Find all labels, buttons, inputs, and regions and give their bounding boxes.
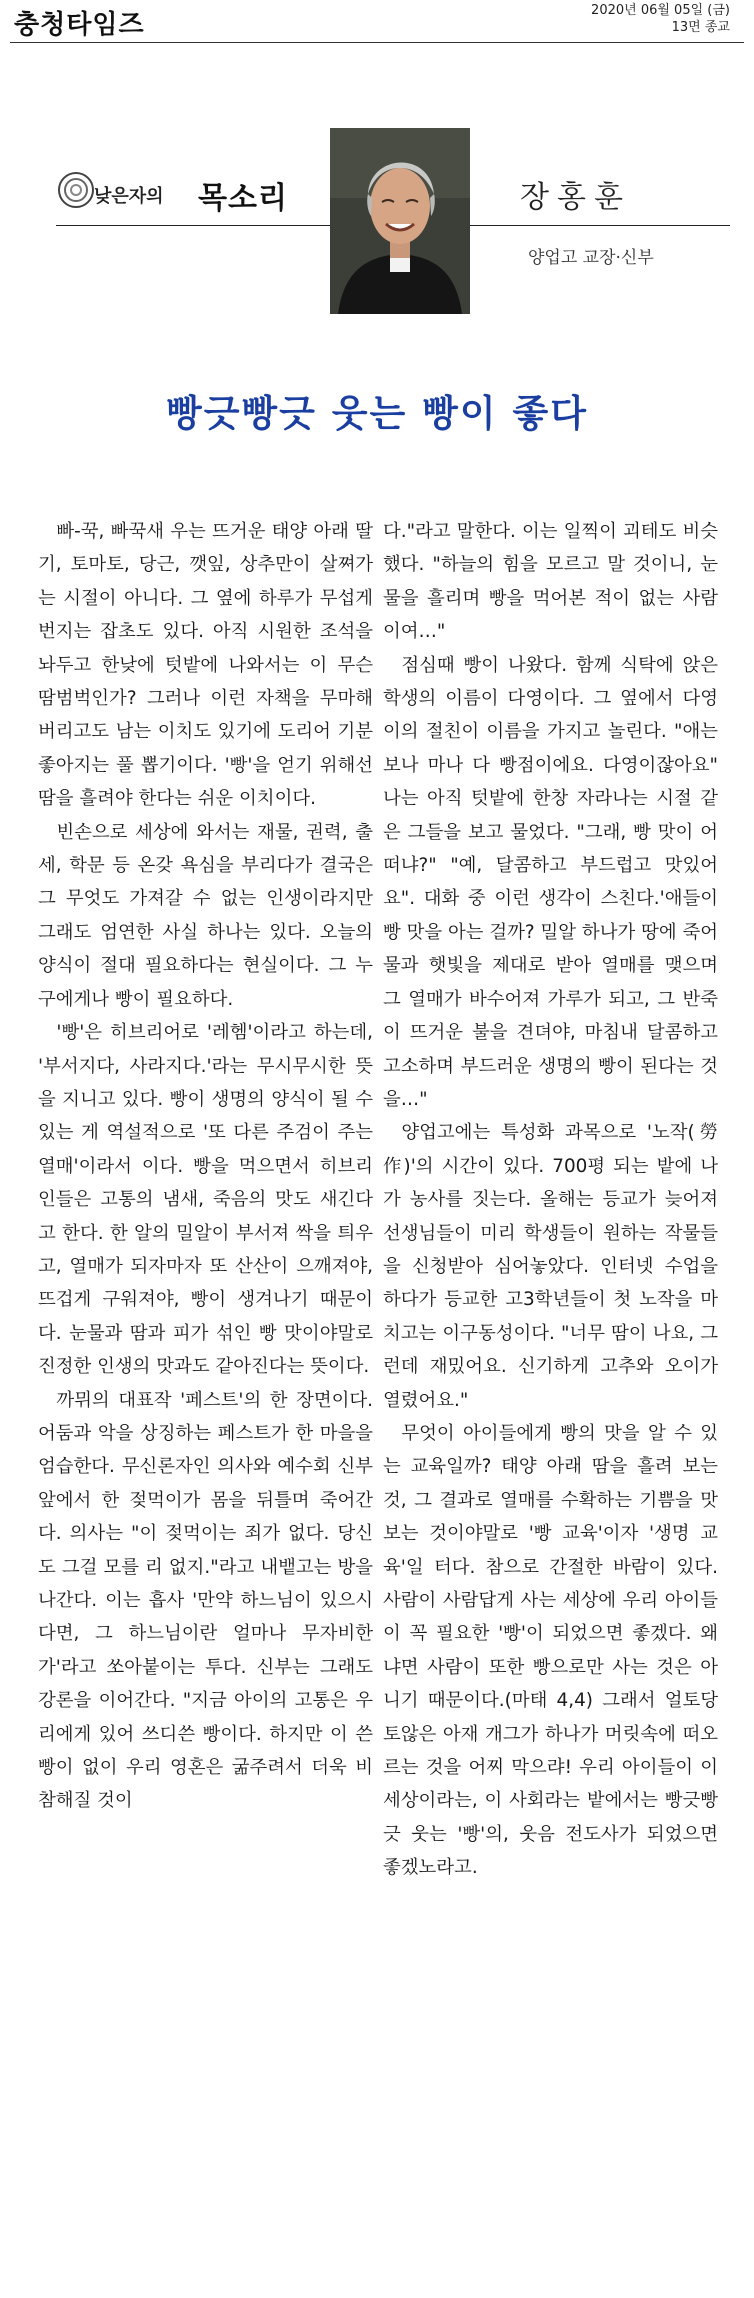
article-paragraph: 무엇이 아이들에게 빵의 맛을 알 수 있는 교육일까? 태양 아래 땀을 흘려 보는 것, 그 결과로 열매를 수확하는 기쁨을 맛보는 것이야말로 '빵 교육'이자 '생명 교육'일 터다. 참으로 간절한 바람이 있다. 사람이 사람답게 사는 세상에 우리 아이들이 꼭 필요한 '빵'이 되었으면 좋겠다. 왜냐면 사람이 또한 빵으로만 사는 것은 아니기 때문이다.(마태 4,4) 그래서 얼토당토않은 아재 개그가 하나가 머릿속에 떠오르는 것을 어찌 막으랴! 우리 아이들이 이 세상이라는, 이 사회라는 밭에서는 빵긋빵긋 웃는 '빵'의, 웃음 전도사가 되었으면 좋겠노라고. bbox=[383, 1422, 718, 1879]
article-paragraph: 빠-꾹, 빠꾹새 우는 뜨거운 태양 아래 딸기, 토마토, 당근, 깻잎, 상추만이 살쪄가는 시절이 아니다. 그 옆에 하루가 무섭게 번지는 잡초도 있다. 아직 시원한 조석을 놔두고 한낮에 텃밭에 나와서는 이 무슨 땀범벅인가? 그러나 이런 자책을 무마해버리고도 남는 이치도 있기에 도리어 기분 좋아지는 풀 뽑기이다. '빵'을 얻기 위해선 땀을 흘려야 한다는 쉬운 이치이다. bbox=[38, 521, 373, 810]
publication-date: 2020년 06월 05일 (금) bbox=[591, 3, 730, 18]
article-headline: 빵긋빵긋 웃는 빵이 좋다 bbox=[165, 392, 589, 435]
article-column-left bbox=[38, 515, 373, 1818]
article-paragraph: 까뮈의 대표작 '페스트'의 한 장면이다. 어둠과 악을 상징하는 페스트가 한 마을을 엄습한다. 무신론자인 의사와 예수회 신부 앞에서 한 젖먹이가 몸을 뒤틀며 죽어간다. 의사는 "이 젖먹이는 죄가 없다. 당신도 그걸 모를 리 없지."라고 내뱉고는 방을 나간다. 이는 흡사 '만약 하느님이 있으시다면, 그 하느님이란 얼마나 무자비한가'라고 쏘아붙이는 투다. 신부는 그래도 강론을 이어간다. "지금 아이의 고통은 우리에게 있어 쓰디쓴 빵이다. 하지만 이 쓴 빵이 없이 우리 영혼은 굶주려서 더욱 비참해질 것이 bbox=[38, 1389, 373, 1812]
author-role: 양업고 교장·신부 bbox=[528, 248, 654, 268]
article-paragraph: 다."라고 말한다. 이는 일찍이 괴테도 비슷했다. "하늘의 힘을 모르고 말 것이니, 눈물을 흘리며 빵을 먹어본 적이 없는 사람이여…" bbox=[383, 521, 718, 643]
author-photo bbox=[330, 128, 470, 314]
column-brand bbox=[56, 168, 316, 218]
column-brand-prefix: 낮은자의 bbox=[94, 186, 164, 207]
article-paragraph: 빈손으로 세상에 와서는 재물, 권력, 출세, 학문 등 온갖 욕심을 부리다가 결국은 그 무엇도 가져갈 수 없는 인생이라지만 그래도 엄연한 사실 하나는 있다. 오늘의 양식이 절대 필요하다는 현실이다. 그 누구에게나 빵이 필요하다. bbox=[38, 821, 373, 1010]
publication-info bbox=[591, 2, 730, 36]
author-name: 장홍훈 bbox=[520, 180, 631, 215]
author-portrait-image bbox=[330, 128, 470, 314]
masthead-rule bbox=[10, 42, 744, 43]
article-paragraph: '빵'은 히브리어로 '레헴'이라고 하는데, '부서지다, 사라지다.'라는 무시무시한 뜻을 지니고 있다. 빵이 생명의 양식이 될 수 있는 게 역설적으로 '또 다른 주검이 주는 열매'이라서 이다. 빵을 먹으면서 히브리인들은 고통의 냄새, 죽음의 맛도 새긴다고 한다. 한 알의 밀알이 부서져 싹을 틔우고, 열매가 되자마자 또 산산이 으깨져야, 뜨겁게 구워져야, 빵이 생겨나기 때문이다. 눈물과 땀과 피가 섞인 빵 맛이야말로 진정한 인생의 맛과도 같아진다는 뜻이다. bbox=[38, 1022, 373, 1378]
page-section: 13면 종교 bbox=[671, 20, 730, 35]
article-column-right bbox=[383, 515, 718, 1885]
newspaper-name: 충청타임즈 bbox=[14, 10, 145, 40]
masthead bbox=[0, 0, 754, 44]
column-brand-title: 목소리 bbox=[198, 181, 288, 216]
article-paragraph: 점심때 빵이 나왔다. 함께 식탁에 앉은 학생의 이름이 다영이다. 그 옆에서 다영이의 절친이 이름을 가지고 놀린다. "애는 보나 마나 다 빵점이에요. 다영이잖아요" 나는 아직 텃밭에 한창 자라나는 시절 같은 그들을 보고 물었다. "그래, 빵 맛이 어떠냐?" "예, 달콤하고 부드럽고 맛있어요". 대화 중 이런 생각이 스친다.'애들이 빵 맛을 아는 걸까? 밀알 하나가 땅에 죽어 물과 햇빛을 제대로 받아 열매를 맺으며 그 열매가 바수어져 가루가 되고, 그 반죽이 뜨거운 불을 견뎌야, 마침내 달콤하고 고소하며 부드러운 생명의 빵이 된다는 것을…" bbox=[383, 654, 718, 1110]
article-paragraph: 양업고에는 특성화 과목으로 '노작(勞作)'의 시간이 있다. 700평 되는 밭에 나가 농사를 짓는다. 올해는 등교가 늦어져 선생님들이 미리 학생들이 원하는 작물들을 신청받아 심어놓았다. 인터넷 수업을 하다가 등교한 고3학년들이 첫 노작을 마치고는 이구동성이다. "너무 땀이 나요, 그런데 재밌어요. 신기하게 고추와 오이가 열렸어요." bbox=[383, 1122, 718, 1411]
